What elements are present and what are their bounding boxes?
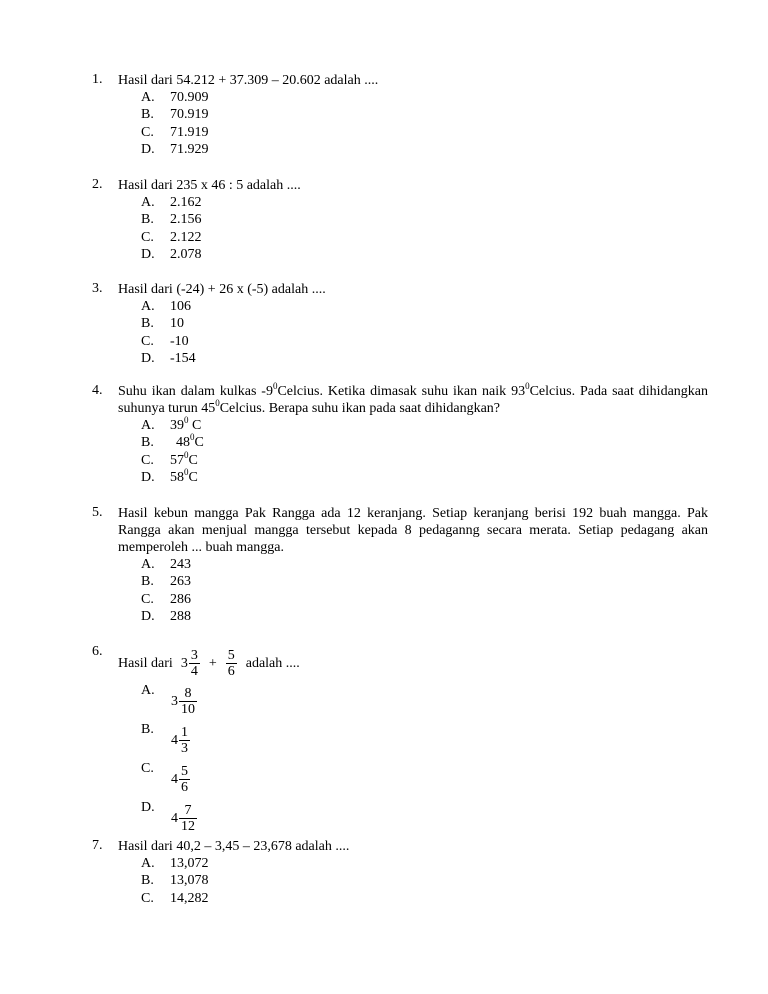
option-text: 10: [170, 316, 184, 332]
question-stem: Hasil dari (-24) + 26 x (-5) adalah ....: [118, 282, 326, 297]
question-number: 4.: [92, 383, 103, 398]
option-letter: C.: [141, 124, 154, 140]
option-a: [141, 417, 708, 434]
option-c: [141, 229, 708, 246]
question-4: [92, 383, 708, 486]
option-letter: B.: [141, 435, 154, 451]
options-list: [141, 89, 708, 158]
option-text: -10: [170, 333, 189, 349]
stem-text: Celcius. Berapa suhu ikan pada saat dihidangkan?: [219, 401, 501, 416]
option-b: [141, 106, 708, 123]
option-letter: B.: [141, 107, 154, 123]
degree-sup: 0: [215, 398, 220, 408]
option-letter: C.: [141, 229, 154, 245]
option-letter: D.: [141, 350, 155, 366]
fraction: $\frac{5}{6}$: [227, 647, 235, 679]
option-letter: A.: [141, 299, 155, 314]
option-text: 13,078: [170, 873, 209, 889]
options-list: [141, 556, 708, 625]
question-stem: Hasil dari 235 x 46 : 5 adalah ....: [118, 178, 301, 193]
option-text: 106: [170, 299, 191, 314]
stem-text: Hasil dari: [118, 655, 173, 671]
option-fraction: 4 $\frac{1}{3}$: [171, 725, 188, 756]
degree-sup: 0: [272, 381, 278, 391]
option-text: 2.122: [170, 229, 202, 245]
option-letter: B.: [141, 316, 154, 332]
option-a: [141, 298, 708, 315]
question-5: [92, 505, 708, 625]
option-letter: A.: [141, 418, 155, 433]
option-d: [141, 800, 708, 842]
option-fraction: 4 $\frac{7}{12}$: [171, 803, 195, 834]
option-text: $58^0C$: [170, 466, 198, 485]
option-text: 2.078: [170, 246, 202, 262]
option-letter: A.: [141, 195, 155, 210]
option-letter: B.: [141, 212, 154, 228]
option-d: [141, 608, 708, 625]
option-a: [141, 683, 708, 725]
option-text: 13,072: [170, 856, 209, 871]
option-fraction: 4 $\frac{5}{6}$: [171, 764, 188, 795]
question-1: [92, 72, 708, 158]
option-letter: B.: [141, 722, 154, 737]
option-text: $48^0C$: [176, 432, 204, 451]
option-c: [141, 761, 708, 803]
option-b: [141, 573, 708, 590]
question-stem: [118, 646, 708, 680]
question-number: 2.: [92, 177, 103, 192]
option-c: [141, 333, 708, 350]
option-text: 288: [170, 608, 191, 624]
option-letter: B.: [141, 574, 154, 590]
stem-text: Celcius. Pada saat dihidangkan suhunya turun 45: [118, 384, 708, 416]
option-text: -154: [170, 350, 196, 366]
degree-sup: 0: [525, 381, 530, 391]
option-c: [141, 890, 708, 907]
option-text: 286: [170, 591, 191, 607]
option-text: 263: [170, 574, 191, 590]
option-b: [141, 434, 708, 451]
option-b: [141, 722, 708, 764]
stem-text: adalah ....: [245, 655, 300, 671]
option-text: 70.919: [170, 107, 209, 123]
option-letter: C.: [141, 333, 154, 349]
option-letter: C.: [141, 591, 154, 607]
option-d: [141, 466, 708, 486]
question-7: [92, 838, 708, 907]
option-letter: B.: [141, 873, 154, 889]
option-a: [141, 194, 708, 211]
question-number: 3.: [92, 281, 103, 296]
option-d: [141, 141, 708, 158]
question-stem: Hasil dari 54.212 + 37.309 – 20.602 adalah ....: [118, 73, 379, 88]
stem-text: Celcius. Ketika dimasak suhu ikan naik 93: [277, 384, 526, 399]
option-fraction: 3 $\frac{8}{10}$: [171, 686, 195, 717]
option-d: [141, 350, 708, 367]
option-text: 243: [170, 557, 191, 572]
option-letter: A.: [141, 856, 155, 871]
option-text: 2.162: [170, 195, 202, 210]
question-stem: Hasil dari 40,2 – 3,45 – 23,678 adalah ....: [118, 839, 350, 854]
question-2: [92, 177, 708, 263]
question-number: 5.: [92, 505, 103, 520]
option-c: [141, 591, 708, 608]
option-d: [141, 246, 708, 263]
question-stem: Hasil kebun mangga Pak Rangga ada 12 keranjang. Setiap keranjang berisi 192 buah mangga. Pak Rangga akan menjual mangga tersebut kepada 8 pedaganng secara merata. Setiap pedagang akan memperoleh ... buah mangga.: [118, 506, 708, 555]
option-letter: C.: [141, 452, 154, 468]
option-letter: D.: [141, 141, 155, 157]
question-number: 1.: [92, 72, 103, 87]
options-list: [141, 298, 708, 367]
options-list: [141, 194, 708, 263]
option-letter: C.: [141, 761, 154, 776]
option-text: $39^0$ C: [170, 415, 202, 433]
question-number: 6.: [92, 644, 103, 659]
question-6: [92, 644, 708, 842]
option-text: 70.909: [170, 90, 209, 105]
option-text: 71.929: [170, 141, 209, 157]
option-letter: D.: [141, 800, 155, 815]
option-letter: C.: [141, 890, 154, 906]
options-list: [141, 417, 708, 486]
option-letter: A.: [141, 683, 155, 698]
options-list: [141, 683, 708, 842]
option-letter: D.: [141, 246, 155, 262]
option-b: [141, 872, 708, 889]
question-number: 7.: [92, 838, 103, 853]
option-letter: A.: [141, 557, 155, 572]
option-text: 14,282: [170, 890, 209, 906]
option-a: [141, 855, 708, 872]
option-b: [141, 315, 708, 332]
option-letter: D.: [141, 608, 155, 624]
options-list: [141, 855, 708, 907]
option-text: $57^0C$: [170, 449, 198, 468]
option-a: [141, 556, 708, 573]
stem-text: Suhu ikan dalam kulkas -9: [118, 384, 273, 399]
option-a: [141, 89, 708, 106]
option-text: 71.919: [170, 124, 209, 140]
option-c: [141, 124, 708, 141]
option-letter: A.: [141, 90, 155, 105]
plus-sign: +: [208, 655, 217, 671]
option-text: 2.156: [170, 212, 202, 228]
option-c: [141, 449, 708, 469]
option-b: [141, 211, 708, 228]
option-letter: D.: [141, 469, 155, 485]
question-3: [92, 281, 708, 367]
question-stem: [118, 383, 708, 417]
mixed-fraction: 3 $\frac{3}{4}$: [180, 647, 198, 679]
